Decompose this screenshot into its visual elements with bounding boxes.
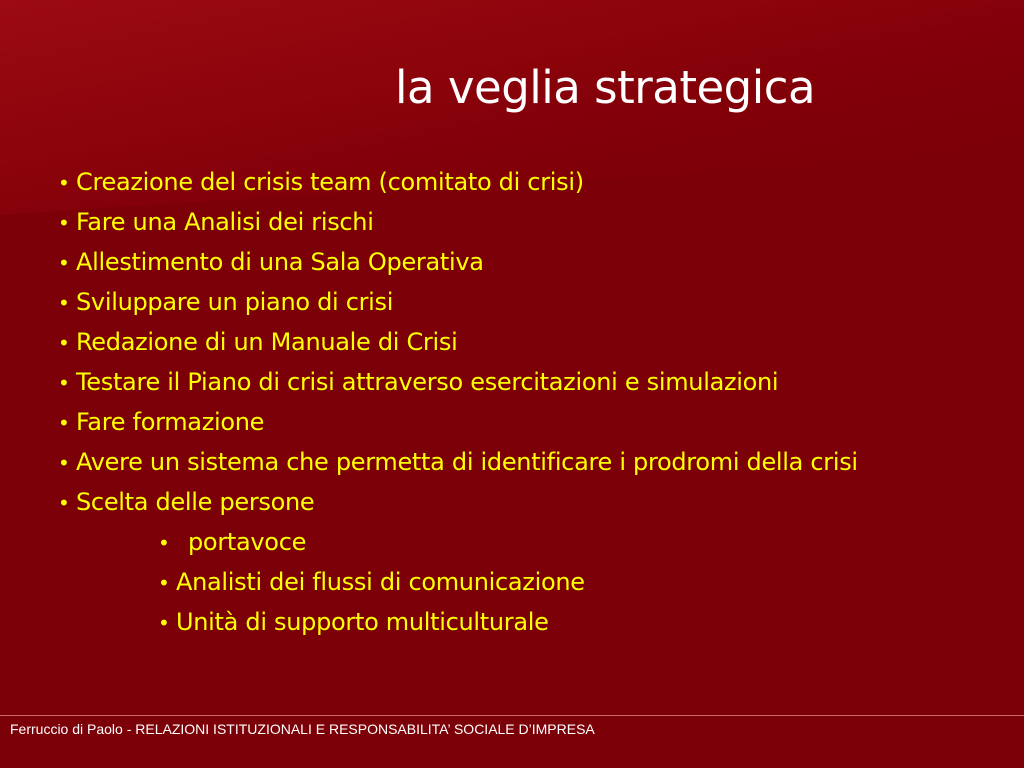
list-item [58, 486, 988, 518]
list-item [58, 326, 988, 358]
slide-footer: Ferruccio di Paolo - RELAZIONI ISTITUZIONALI E RESPONSABILITA’ SOCIALE D’IMPRESA [10, 721, 595, 737]
list-item [58, 206, 988, 238]
bullet-text: Fare formazione [76, 408, 265, 436]
list-item [58, 286, 988, 318]
sub-list-item [58, 606, 988, 638]
bullet-text: Avere un sistema che permetta di identificare i prodromi della crisi [76, 448, 858, 476]
bullet-text: Testare il Piano di crisi attraverso esercitazioni e simulazioni [76, 368, 779, 396]
bullet-icon: • [158, 531, 170, 555]
bullet-icon: • [58, 171, 70, 195]
bullet-icon: • [58, 451, 70, 475]
slide-title: la veglia strategica [395, 61, 816, 114]
list-item [58, 366, 988, 398]
sub-bullet-text: Analisti dei flussi di comunicazione [176, 568, 585, 596]
footer-divider [0, 715, 1024, 716]
list-item [58, 446, 988, 478]
bullet-icon: • [158, 611, 170, 635]
list-item [58, 166, 988, 198]
bullet-icon: • [58, 251, 70, 275]
bullet-icon: • [58, 211, 70, 235]
bullet-text: Sviluppare un piano di crisi [76, 288, 394, 316]
bullet-text: Creazione del crisis team (comitato di crisi) [76, 168, 584, 196]
bullet-icon: • [58, 331, 70, 355]
bullet-icon: • [58, 491, 70, 515]
sub-list-item [58, 526, 988, 558]
bullet-list [58, 166, 988, 646]
bullet-text: Fare una Analisi dei rischi [76, 208, 374, 236]
bullet-icon: • [58, 411, 70, 435]
sub-bullet-text: Unità di supporto multiculturale [176, 608, 549, 636]
bullet-text: Allestimento di una Sala Operativa [76, 248, 484, 276]
bullet-icon: • [58, 291, 70, 315]
bullet-text: Scelta delle persone [76, 488, 315, 516]
list-item [58, 246, 988, 278]
list-item [58, 406, 988, 438]
bullet-text: Redazione di un Manuale di Crisi [76, 328, 458, 356]
sub-list-item [58, 566, 988, 598]
sub-bullet-text: portavoce [188, 528, 307, 556]
bullet-icon: • [58, 371, 70, 395]
bullet-icon: • [158, 571, 170, 595]
